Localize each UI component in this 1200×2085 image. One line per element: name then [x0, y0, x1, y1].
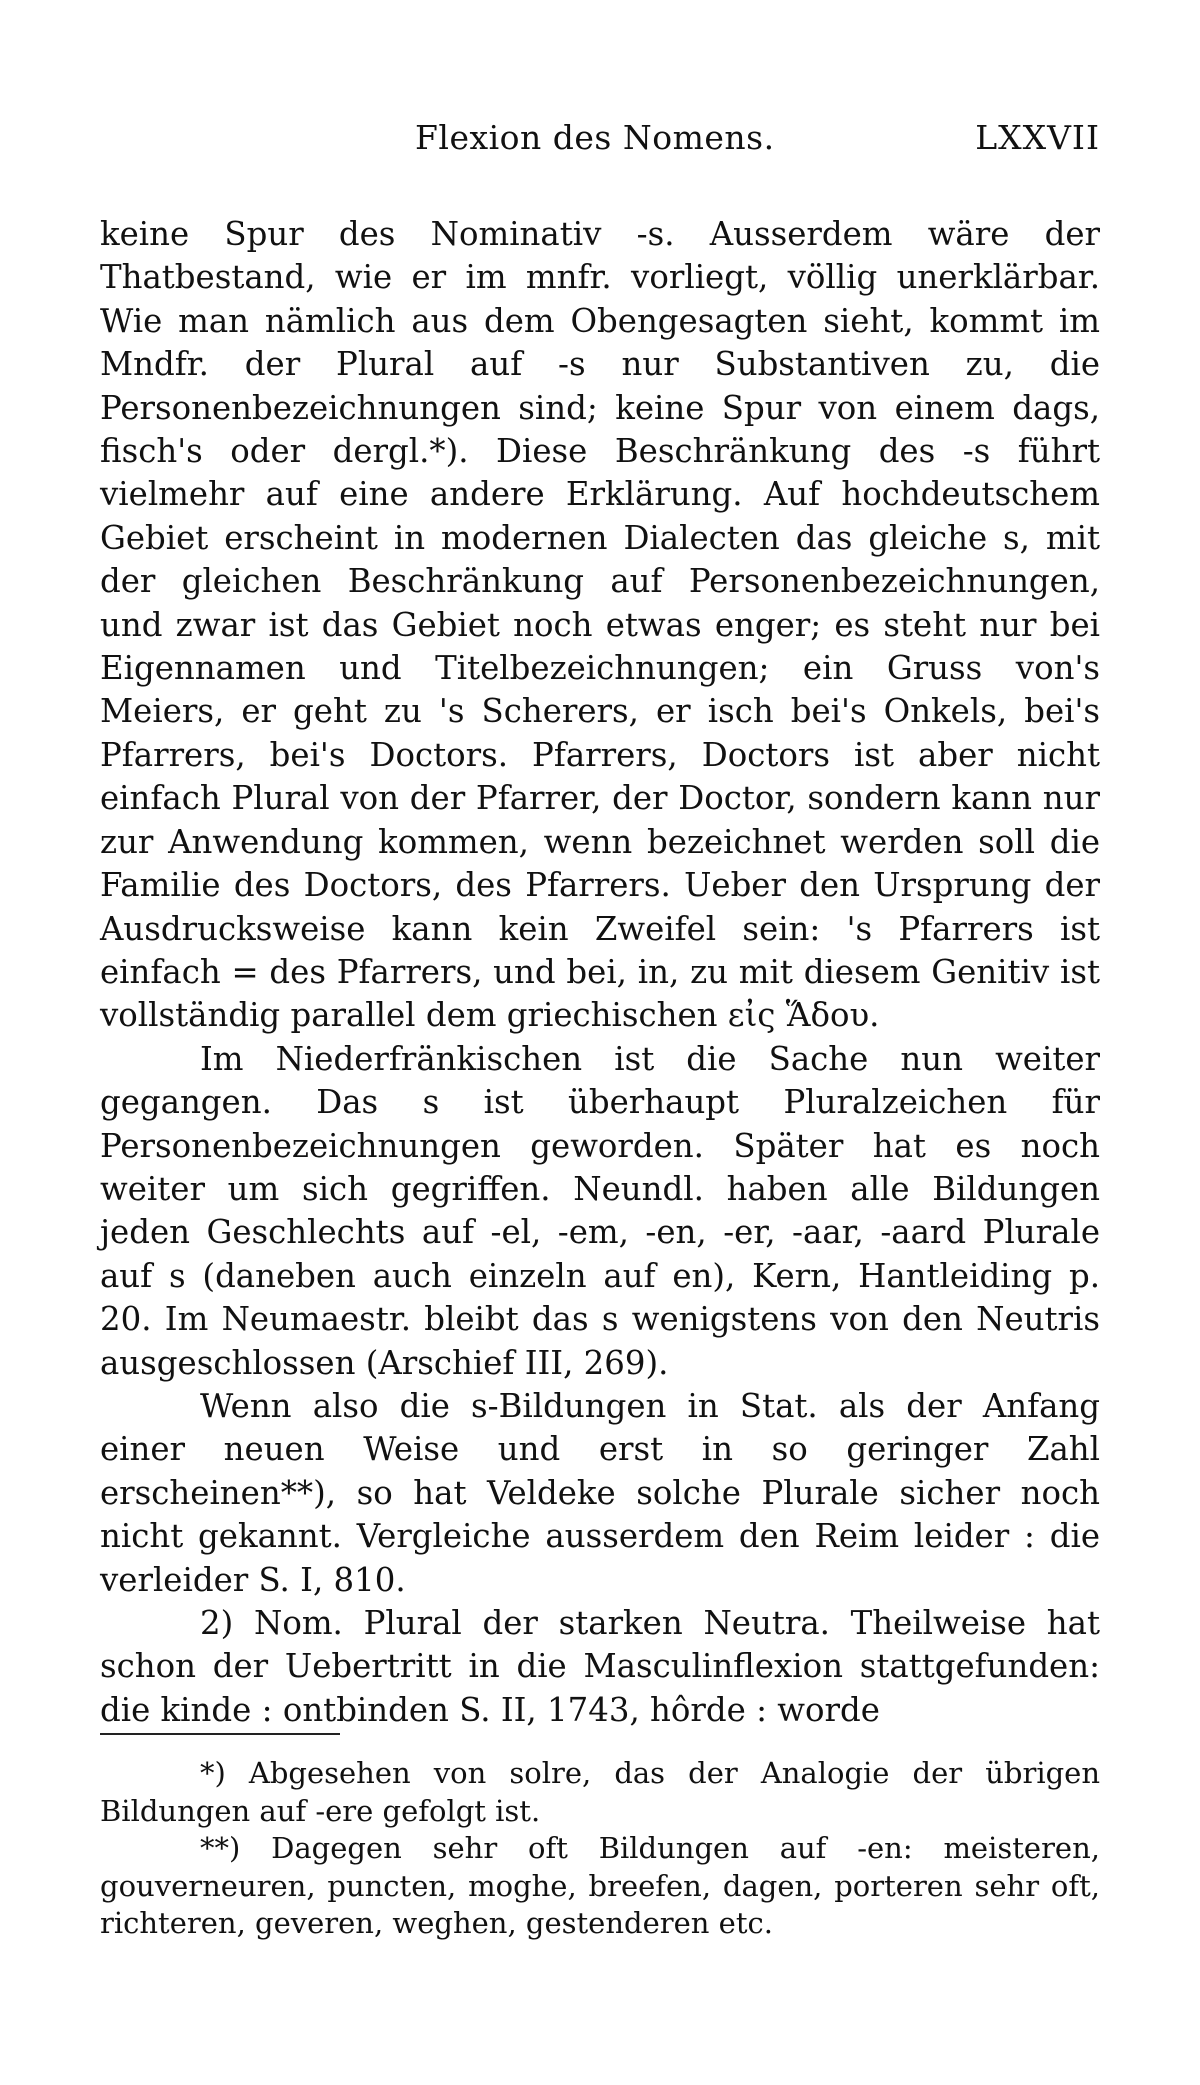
page-number: LXXVII	[975, 118, 1100, 157]
paragraph-1: keine Spur des Nominativ -s. Ausserdem wäre der Thatbestand, wie er im mnfr. vorliegt, völlig unerklärbar. Wie man nämlich aus dem Obengesagten sieht, kommt im Mndfr. der Plural auf -s nur Substantiven zu, die Personenbezeichnungen sind; keine Spur von einem dags, fisch's oder dergl.*). Diese Beschränkung des -s führt vielmehr auf eine andere Erklärung. Auf hochdeutschem Gebiet erscheint in modernen Dialecten das gleiche s, mit der gleichen Beschränkung auf Personenbezeichnungen, und zwar ist das Gebiet noch etwas enger; es steht nur bei Eigennamen und Titelbezeichnungen; ein Gruss von's Meiers, er geht zu 's Scherers, er isch bei's Onkels, bei's Pfarrers, bei's Doctors. Pfarrers, Doctors ist aber nicht einfach Plural von der Pfarrer, der Doctor, sondern kann nur zur Anwendung kommen, wenn bezeichnet werden soll die Familie des Doctors, des Pfarrers. Ueber den Ursprung der Ausdrucksweise kann kein Zweifel sein: 's Pfarrers ist einfach = des Pfarrers, und bei, in, zu mit diesem Genitiv ist vollständig parallel dem griechischen εἰς Ἅδου.	[100, 215, 1100, 1035]
footnote-divider	[100, 1733, 340, 1735]
footnotes	[100, 1755, 1100, 1943]
paragraph-2: Im Niederfränkischen ist die Sache nun weiter gegangen. Das s ist überhaupt Pluralzeichen für Personenbezeichnungen geworden. Später hat es noch weiter um sich gegriffen. Neundl. haben alle Bildungen jeden Geschlechts auf -el, -em, -en, -er, -aar, -aard Plurale auf s (daneben auch einzeln auf en), Kern, Hantleiding p. 20. Im Neumaestr. bleibt das s wenigstens von den Neutris ausgeschlossen (Arschief III, 269).	[100, 1039, 1100, 1382]
paragraph-4: 2) Nom. Plural der starken Neutra. Theilweise hat schon der Uebertritt in die Masculinflexion stattgefunden: die kinde : ontbinden S. II, 1743, hôrde : worde	[100, 1604, 1100, 1729]
paragraph-3: Wenn also die s-Bildungen in Stat. als der Anfang einer neuen Weise und erst in so geringer Zahl erscheinen**), so hat Veldeke solche Plurale sicher noch nicht gekannt. Vergleiche ausserdem den Reim leider : die verleider S. I, 810.	[100, 1386, 1100, 1599]
main-text	[100, 213, 1100, 1732]
running-title: Flexion des Nomens.	[415, 118, 775, 157]
running-header	[100, 118, 1100, 168]
footnote-2: **) Dagegen sehr oft Bildungen auf -en: meisteren, gouverneuren, puncten, moghe, breefen, dagen, porteren sehr oft, richteren, geveren, weghen, gestenderen etc.	[100, 1831, 1100, 1940]
footnote-1: *) Abgesehen von solre, das der Analogie der übrigen Bildungen auf -ere gefolgt ist.	[100, 1756, 1100, 1828]
